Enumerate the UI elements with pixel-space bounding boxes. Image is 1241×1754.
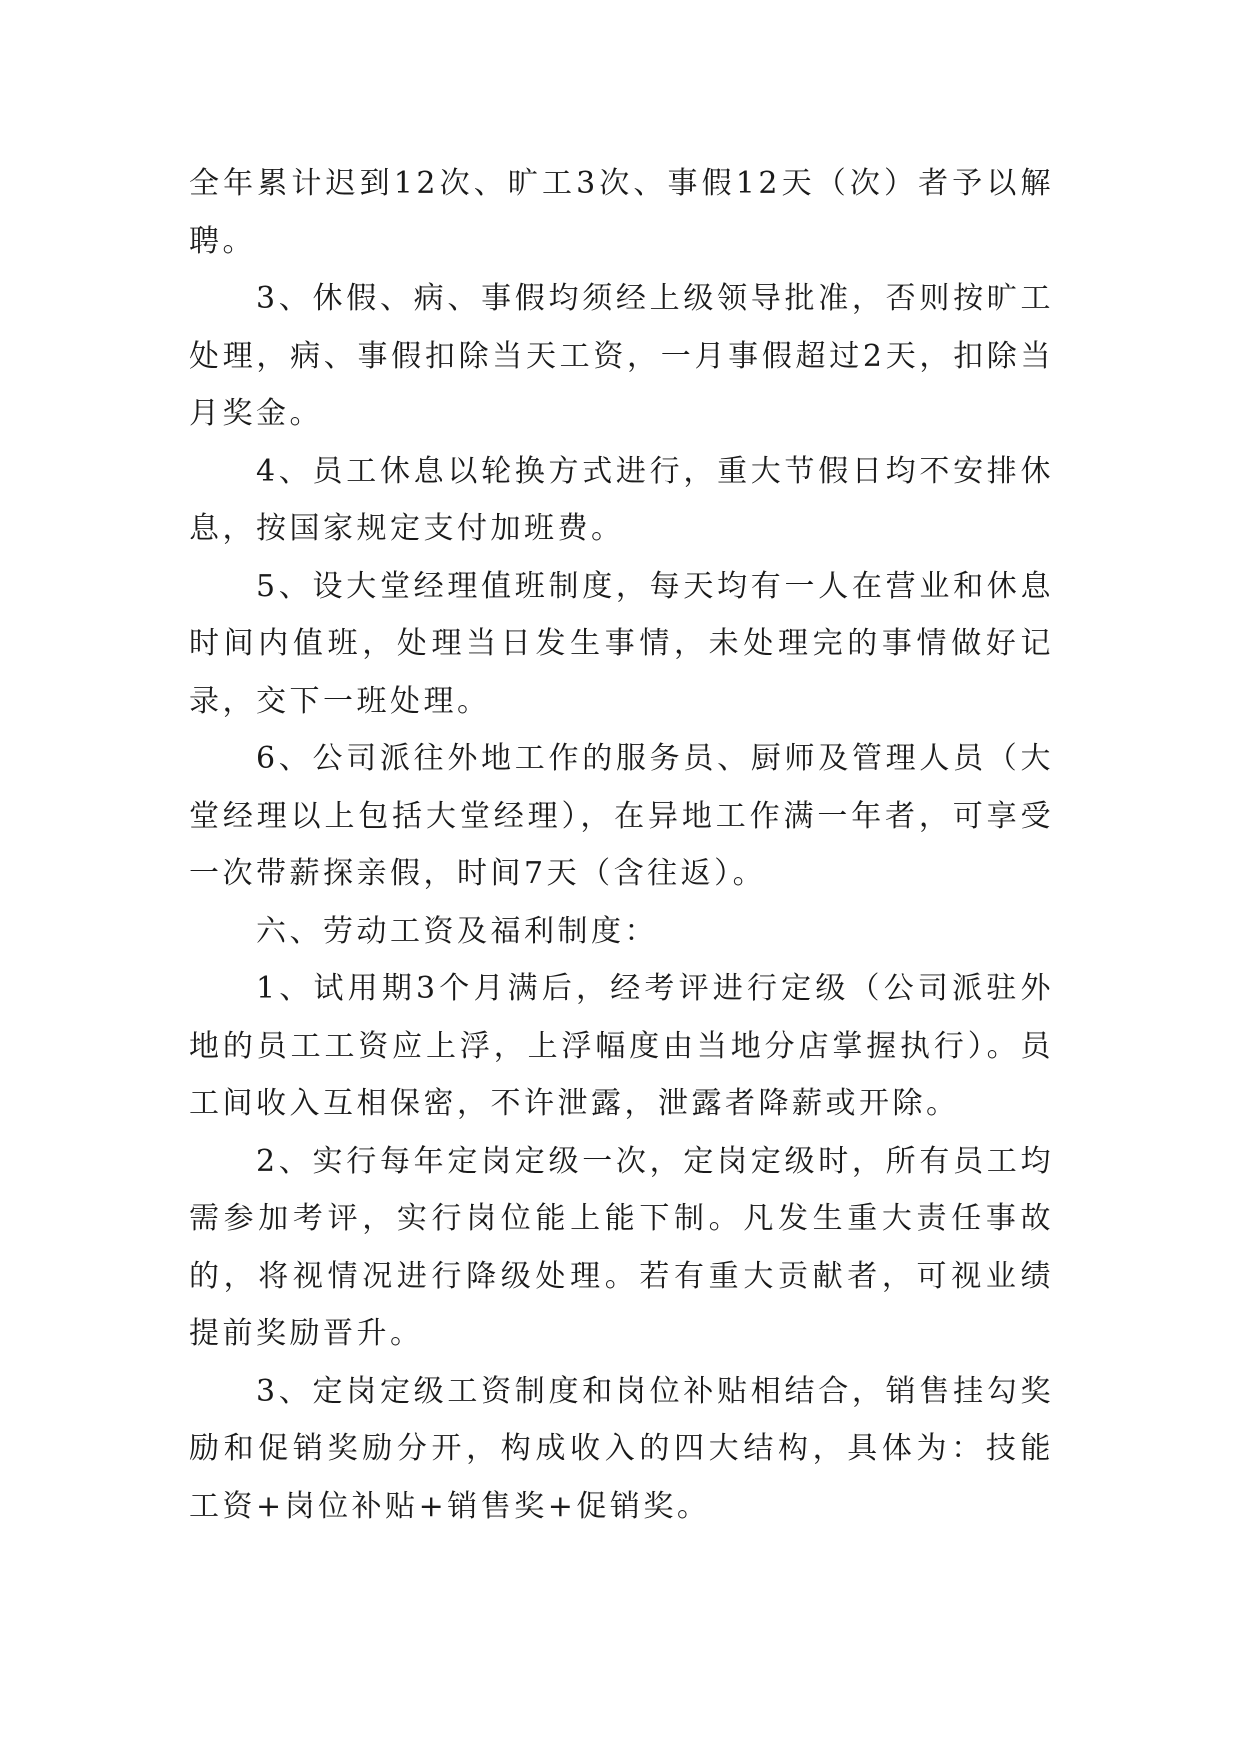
paragraph-wage-item-2: 2、实行每年定岗定级一次，定岗定级时，所有员工均需参加考评，实行岗位能上能下制。凡发生重大责任事故的，将视情况进行降级处理。若有重大贡献者，可视业绩提前奖励晋升。 <box>189 1143 1054 1351</box>
paragraph-item-6: 6、公司派往外地工作的服务员、厨师及管理人员（大堂经理以上包括大堂经理），在异地工作满一年者，可享受一次带薪探亲假，时间7天（含往返）。 <box>189 741 1054 891</box>
section-heading-six: 六、劳动工资及福利制度： <box>256 913 658 949</box>
document-page <box>189 155 1054 1535</box>
paragraph-item-5: 5、设大堂经理值班制度，每天均有一人在营业和休息时间内值班，处理当日发生事情，未处理完的事情做好记录，交下一班处理。 <box>189 568 1054 719</box>
paragraph-wage-item-3: 3、定岗定级工资制度和岗位补贴相结合，销售挂勾奖励和促销奖励分开，构成收入的四大结构，具体为：技能工资+岗位补贴+销售奖+促销奖。 <box>189 1373 1054 1524</box>
paragraph-item-4: 4、员工休息以轮换方式进行，重大节假日均不安排休息，按国家规定支付加班费。 <box>189 453 1054 546</box>
paragraph-wage-item-1: 1、试用期3个月满后，经考评进行定级（公司派驻外地的员工工资应上浮，上浮幅度由当地分店掌握执行）。员工间收入互相保密，不许泄露，泄露者降薪或开除。 <box>189 971 1054 1121</box>
paragraph-item-3: 3、休假、病、事假均须经上级领导批准，否则按旷工处理，病、事假扣除当天工资，一月事假超过2天，扣除当月奖金。 <box>189 281 1054 431</box>
paragraph-continuation: 全年累计迟到12次、旷工3次、事假12天（次）者予以解聘。 <box>189 166 1054 259</box>
